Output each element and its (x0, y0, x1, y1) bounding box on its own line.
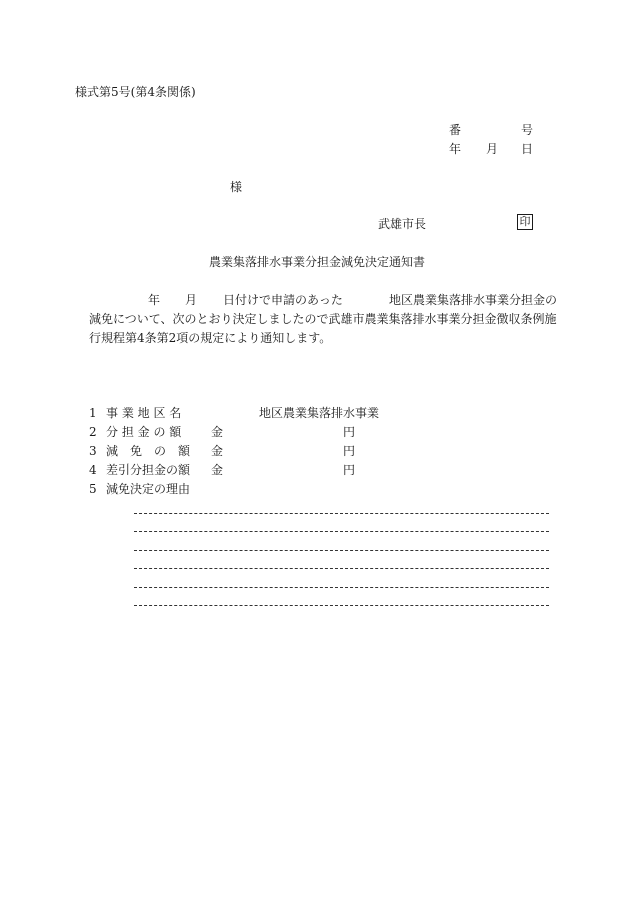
document-number-label: 番 (449, 123, 462, 137)
item-yen-reduction: 円 (343, 444, 356, 458)
item-number: 3 (89, 444, 97, 458)
reason-line (134, 587, 549, 588)
reason-line (134, 550, 549, 551)
item-kin-reduction: 金 (211, 444, 224, 458)
item-label-district: 事 業 地 区 名 (106, 406, 182, 420)
item-number: 1 (89, 406, 97, 420)
item-label-reason: 減免決定の理由 (106, 482, 191, 496)
form-number: 様式第5号(第4条関係) (75, 85, 196, 99)
addressee-honorific: 様 (230, 180, 243, 194)
body-line-3: 行規程第4条第2項の規定により通知します。 (89, 331, 332, 345)
body-year: 年 (148, 293, 161, 307)
item-kin-net-charge: 金 (211, 463, 224, 477)
issuer-name: 武雄市長 (378, 217, 427, 231)
body-month: 月 (185, 293, 198, 307)
item-yen-charge: 円 (343, 425, 356, 439)
item-number: 2 (89, 425, 97, 439)
seal-mark: 印 (517, 214, 533, 230)
item-number: 4 (89, 463, 97, 477)
item-label-net-charge: 差引分担金の額 (106, 463, 191, 477)
document-number-suffix: 号 (521, 123, 534, 137)
issue-date-year: 年 (449, 142, 462, 156)
issue-date-day: 日 (521, 142, 534, 156)
body-line-2: 減免について、次のとおり決定しましたので武雄市農業集落排水事業分担金徴収条例施 (89, 312, 557, 326)
item-value-district: 地区農業集落排水事業 (259, 406, 380, 420)
item-label-charge: 分 担 金 の 額 (106, 425, 182, 439)
item-number: 5 (89, 482, 97, 496)
item-yen-net-charge: 円 (343, 463, 356, 477)
reason-line (134, 513, 549, 514)
reason-line (134, 531, 549, 532)
body-district-text: 地区農業集落排水事業分担金の (389, 293, 558, 307)
item-kin-charge: 金 (211, 425, 224, 439)
reason-line (134, 568, 549, 569)
document-title: 農業集落排水事業分担金減免決定通知書 (209, 255, 426, 269)
body-day-text: 日付けで申請のあった (223, 293, 343, 307)
issue-date-month: 月 (486, 142, 499, 156)
item-label-reduction: 減 免 の 額 (106, 444, 191, 458)
reason-line (134, 605, 549, 606)
